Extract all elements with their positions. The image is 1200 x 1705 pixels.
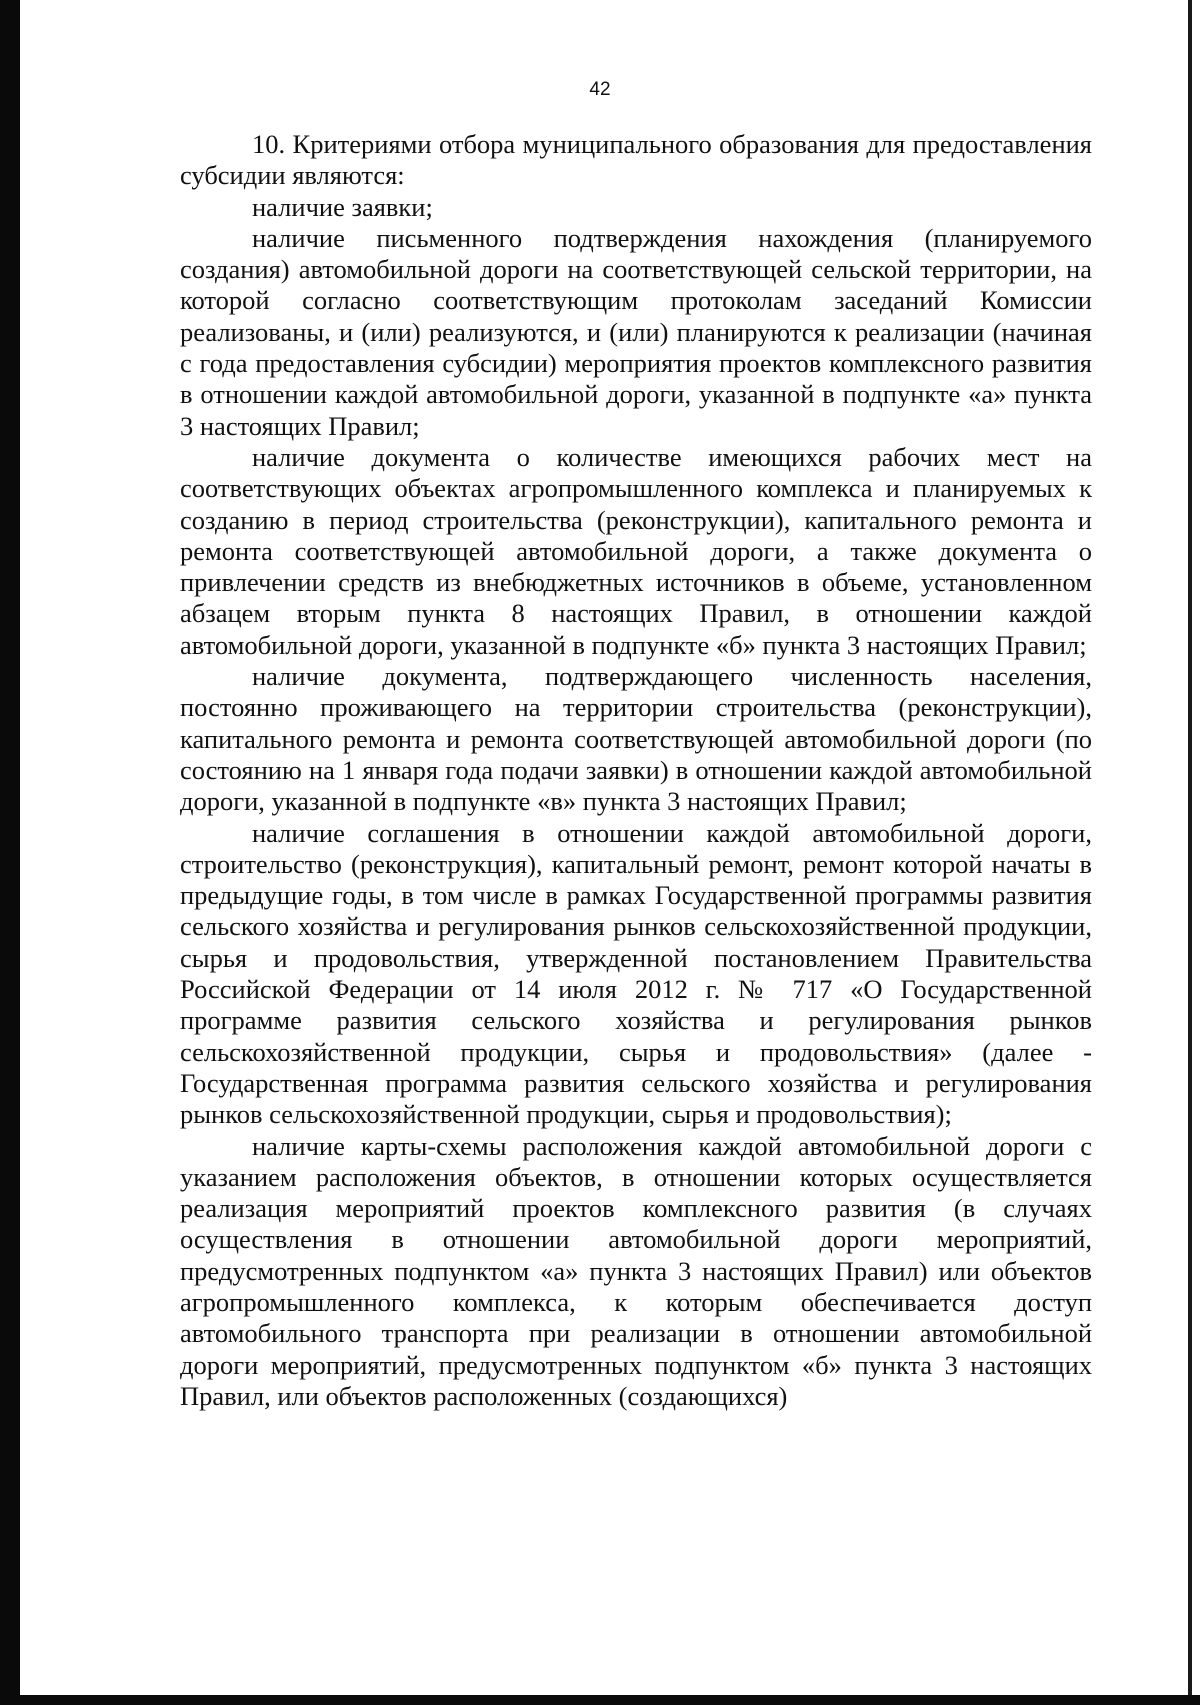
paragraph-map-scheme: наличие карты-схемы расположения каждой автомобильной дороги с указанием расположения объектов, в отношении которых осуществляется реализация мероприятий проектов комплексного развития (в случаях осуществления в отношении автомобильной дороги мероприятий, предусмотренных подпунктом «а» пункта 3 настоящих Правил) или объектов агропромышленного комплекса, к которым обеспечивается доступ автомобильного транспорта при реализации в отношении автомобильной дороги мероприятий, предусмотренных подпунктом «б» пункта 3 настоящих Правил, или объектов расположенных (создающихся) bbox=[180, 1130, 1092, 1411]
scan-right-edge bbox=[1188, 0, 1192, 1705]
scan-left-edge bbox=[0, 0, 20, 1705]
paragraph-written-confirmation: наличие письменного подтверждения нахождения (планируемого создания) автомобильной дороги на соответствующей сельской территории, на которой согласно соответствующим протоколам заседаний Комиссии реализованы, и (или) реализуются, и (или) планируются к реализации (начиная с года предоставления субсидии) мероприятия проектов комплексного развития в отношении каждой автомобильной дороги, указанной в подпункте «а» пункта 3 настоящих Правил; bbox=[180, 222, 1092, 441]
paragraph-jobs-document: наличие документа о количестве имеющихся рабочих мест на соответствующих объектах агропромышленного комплекса и планируемых к созданию в период строительства (реконструкции), капитального ремонта и ремонта соответствующей автомобильной дороги, а также документа о привлечении средств из внебюджетных источников в объеме, установленном абзацем вторым пункта 8 настоящих Правил, в отношении каждой автомобильной дороги, указанной в подпункте «б» пункта 3 настоящих Правил; bbox=[180, 441, 1092, 660]
page-number: 42 bbox=[589, 79, 611, 100]
paragraph-agreement: наличие соглашения в отношении каждой автомобильной дороги, строительство (реконструкция), капитальный ремонт, ремонт которой начаты в предыдущие годы, в том числе в рамках Государственной программы развития сельского хозяйства и регулирования рынков сельскохозяйственной продукции, сырья и продовольствия, утвержденной постановлением Правительства Российской Федерации от 14 июля 2012 г. № 717 «О Государственной программе развития сельского хозяйства и регулирования рынков сельскохозяйственной продукции, сырья и продовольствия» (далее - Государственная программа развития сельского хозяйства и регулирования рынков сельскохозяйственной продукции, сырья и продовольствия); bbox=[180, 817, 1092, 1130]
paragraph-criteria-intro: 10. Критериями отбора муниципального образования для предоставления субсидии являются: bbox=[180, 129, 1092, 191]
document-body bbox=[180, 129, 1092, 1412]
scan-bottom-edge bbox=[0, 1695, 1200, 1705]
paragraph-population-document: наличие документа, подтверждающего численность населения, постоянно проживающего на территории строительства (реконструкции), капитального ремонта и ремонта соответствующей автомобильной дороги (по состоянию на 1 января года подачи заявки) в отношении каждой автомобильной дороги, указанной в подпункте «в» пункта 3 настоящих Правил; bbox=[180, 661, 1092, 817]
paragraph-application: наличие заявки; bbox=[252, 191, 433, 222]
